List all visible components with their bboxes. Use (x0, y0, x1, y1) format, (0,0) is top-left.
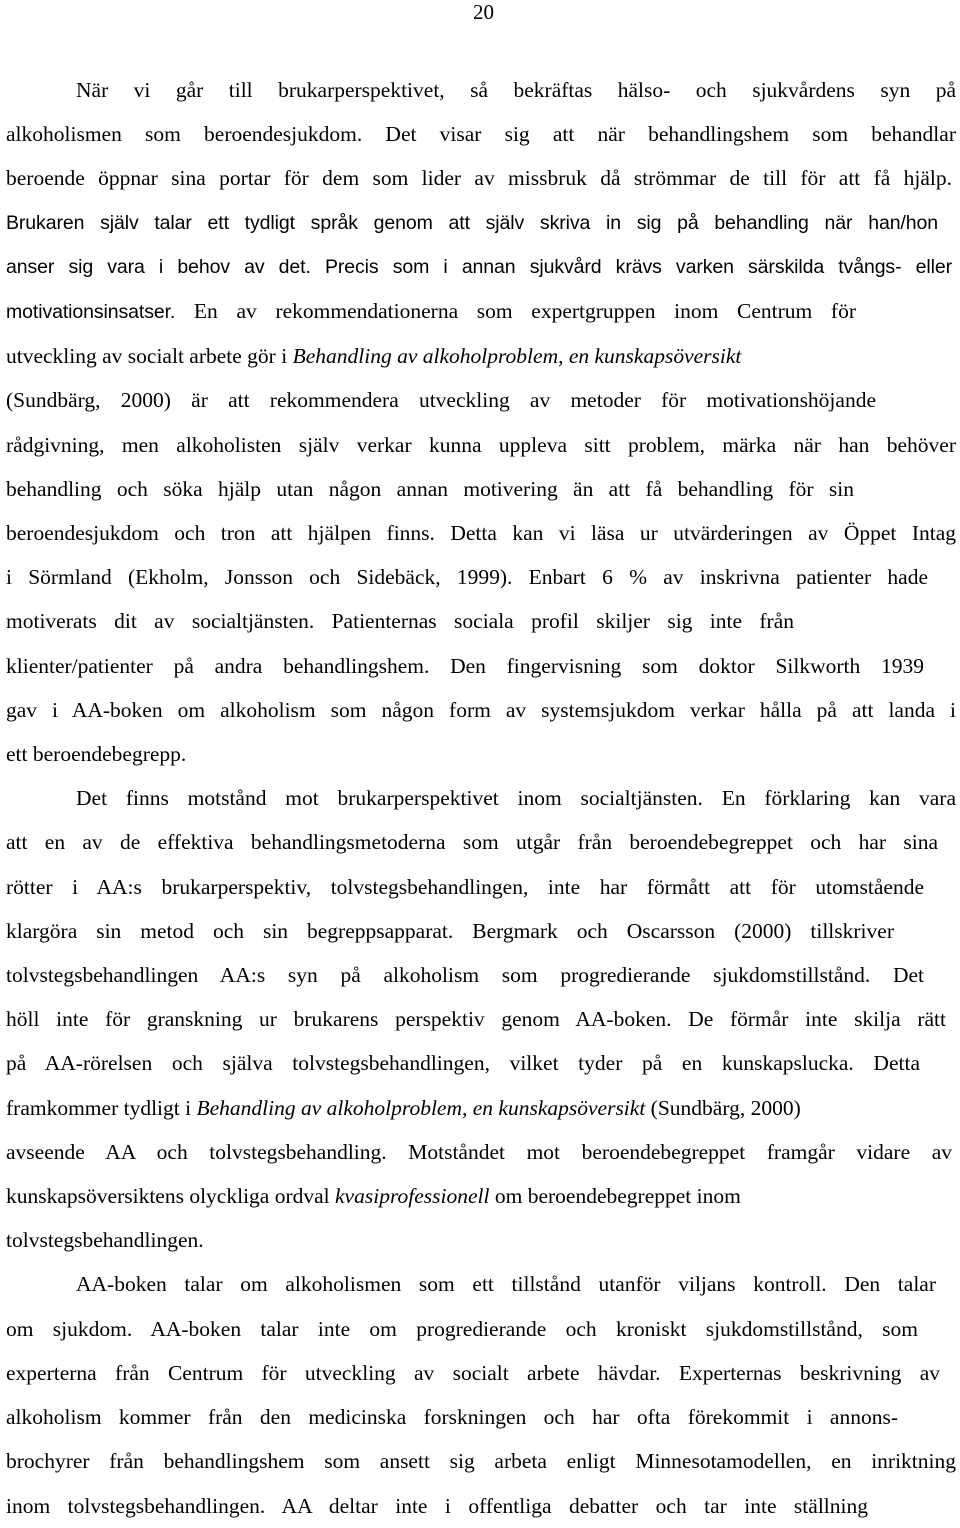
text-line: höll inte för granskning ur brukarens perspektiv genom AA-boken. De förmår inte skilja rätt (6, 1007, 946, 1032)
text-line: brochyrer från behandlingshem som ansett sig arbeta enligt Minnesotamodellen, en inriktning (6, 1449, 956, 1474)
text-line: på AA-rörelsen och själva tolvstegsbehandlingen, vilket tyder på en kunskapslucka. Detta (6, 1051, 920, 1076)
text-line: beroendesjukdom och tron att hjälpen finns. Detta kan vi läsa ur utvärderingen av Öppet Intag (6, 521, 956, 546)
text-line: om sjukdom. AA-boken talar inte om progredierande och kroniskt sjukdomstillstånd, som (6, 1316, 918, 1341)
text-line: tolvstegsbehandlingen AA:s syn på alkoholism som progredierande sjukdomstillstånd. Det (6, 963, 924, 988)
text-line (6, 334, 956, 378)
text-span: motivationsinsatser. (6, 301, 176, 324)
text-line: klargöra sin metod och sin begreppsapparat. Bergmark och Oscarsson (2000) tillskriver (6, 918, 894, 943)
text-line: alkoholismen som beroendesjukdom. Det visar sig att när behandlingshem som behandlar (6, 122, 956, 147)
text-line: inom tolvstegsbehandlingen. AA deltar inte i offentliga debatter och tar inte ställning (6, 1493, 868, 1518)
cited-title: Behandling av alkoholproblem, en kunskapsöversikt (292, 344, 742, 369)
text-line: När vi går till brukarperspektivet, så bekräftas hälso- och sjukvårdens syn på (76, 78, 956, 102)
text-line: behandling och söka hjälp utan någon annan motivering än att få behandling för sin (6, 476, 854, 501)
text-span: utveckling av socialt arbete gör i (6, 344, 293, 369)
paragraph-2 (6, 776, 956, 1262)
text-line: anser sig vara i behov av det. Precis som i annan sjukvård krävs varken särskilda tvångs- eller (6, 255, 952, 278)
page-number: 20 (473, 0, 494, 24)
text-line: AA-boken talar om alkoholismen som ett tillstånd utanför viljans kontroll. Den talar (76, 1272, 936, 1297)
text-line: gav i AA-boken om alkoholism som någon form av systemsjukdom verkar hålla på att landa i (6, 697, 956, 722)
text-line: i Sörmland (Ekholm, Jonsson och Sidebäck, 1999). Enbart 6 % av inskrivna patienter hade (6, 565, 928, 590)
paragraph-3 (6, 1262, 956, 1527)
text-line: avseende AA och tolvstegsbehandling. Motståndet mot beroendebegreppet framgår vidare av (6, 1139, 952, 1164)
text-span: (Sundbärg, 2000) (645, 1095, 801, 1120)
paragraph-1 (6, 68, 956, 776)
text-line: klienter/patienter på andra behandlingshem. Den fingervisning som doktor Silkworth 1939 (6, 653, 924, 678)
text-span: En av rekommendationerna som expertgruppen inom Centrum för (175, 299, 856, 324)
emphasized-word: kvasiprofessionell (335, 1184, 490, 1209)
cited-title: Behandling av alkoholproblem, en kunskapsöversikt (196, 1095, 646, 1120)
text-line: ett beroendebegrepp. (6, 742, 187, 767)
text-line (6, 1086, 956, 1130)
text-line (6, 1174, 886, 1218)
text-line (6, 289, 856, 334)
text-line: Det finns motstånd mot brukarperspektivet inom socialtjänsten. En förklaring kan vara (76, 786, 956, 811)
text-line: Brukaren själv talar ett tydligt språk genom att själv skriva in sig på behandling när han/hon (6, 211, 938, 234)
document-body (6, 68, 956, 1528)
text-line: rötter i AA:s brukarperspektiv, tolvstegsbehandlingen, inte har förmått att för utomstående (6, 874, 924, 899)
text-line: (Sundbärg, 2000) är att rekommendera utveckling av metoder för motivationshöjande (6, 388, 876, 413)
text-line: motiverats dit av socialtjänsten. Patienternas sociala profil skiljer sig inte från (6, 609, 794, 634)
text-span: kunskapsöversiktens olyckliga ordval (6, 1184, 336, 1209)
text-line: beroende öppnar sina portar för dem som lider av missbruk då strömmar de till för att få hjälp. (6, 166, 952, 191)
text-span: framkommer tydligt i (6, 1095, 197, 1120)
text-line: rådgivning, men alkoholisten själv verkar kunna uppleva sitt problem, märka när han behöver (6, 432, 956, 457)
text-span: om beroendebegreppet inom (489, 1184, 741, 1209)
text-line: experterna från Centrum för utveckling av socialt arbete hävdar. Experternas beskrivning av (6, 1360, 940, 1385)
text-line: att en av de effektiva behandlingsmetoderna som utgår från beroendebegreppet och har sina (6, 830, 938, 855)
text-line: alkoholism kommer från den medicinska forskningen och har ofta förekommit i annons- (6, 1405, 898, 1430)
text-line: tolvstegsbehandlingen. (6, 1228, 204, 1253)
